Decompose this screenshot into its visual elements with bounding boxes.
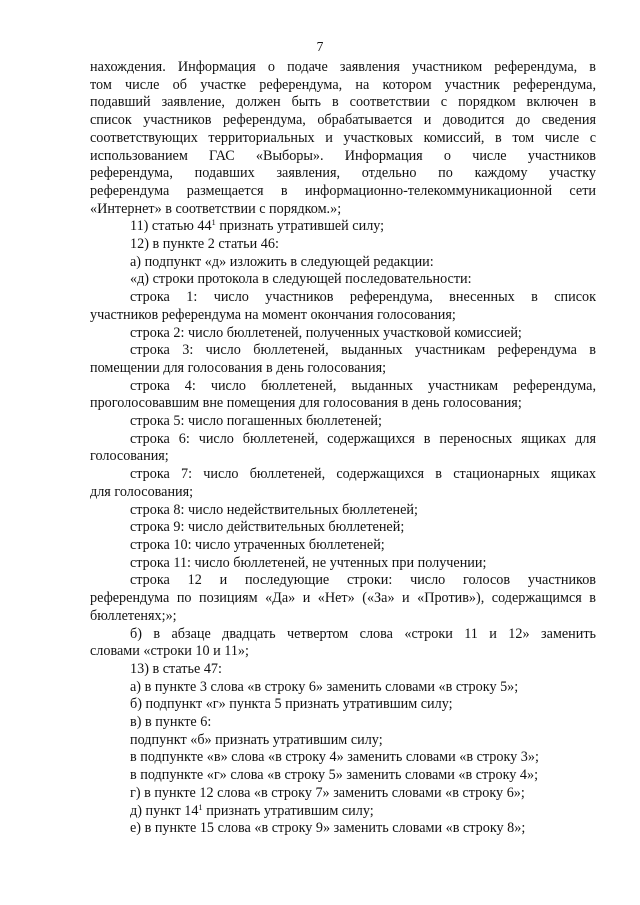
text-line (90, 537, 596, 555)
text-line (90, 130, 596, 148)
text-line (90, 413, 596, 431)
line-text: референдума по позициям «Да» и «Нет» («За» и «Против»), содержащимся в (90, 590, 596, 607)
text-line (90, 183, 596, 201)
text-line (90, 236, 596, 254)
text-line (90, 555, 596, 573)
line-text: 13) в статье 47: (130, 660, 222, 677)
text-line (90, 679, 596, 697)
line-text: нахождения. Информация о подаче заявления участником референдума, в (90, 59, 596, 75)
text-line (90, 767, 596, 785)
line-text: строка 7: число бюллетеней, содержащихся в стационарных ящиках (130, 466, 596, 483)
text-line (90, 431, 596, 449)
text-line (90, 714, 596, 732)
text-line (90, 466, 596, 484)
line-text: помещении для голосования в день голосования; (90, 359, 387, 376)
text-line (90, 378, 596, 396)
line-text: соответствующих территориальных и участковых комиссий, в том числе с (90, 129, 596, 146)
line-text: строка 4: число бюллетеней, выданных участникам референдума, (130, 377, 596, 394)
text-line (90, 395, 596, 413)
line-text: б) в абзаце двадцать четвертом слова «строки 11 и 12» заменить (130, 625, 596, 642)
text-line (90, 342, 596, 360)
line-text: для голосования; (90, 483, 194, 500)
line-text: строка 3: число бюллетеней, выданных участникам референдума в (130, 342, 596, 359)
document-body (90, 59, 596, 838)
line-text: проголосовавшим вне помещения для голосования в день голосования; (90, 395, 522, 412)
text-line (90, 289, 596, 307)
text-line (90, 484, 596, 502)
text-line (90, 696, 596, 714)
text-line (90, 626, 596, 644)
line-text: «Интернет» в соответствии с порядком.»; (90, 200, 342, 217)
text-line (90, 749, 596, 767)
line-text-tail: признать утратившей силу; (215, 218, 385, 235)
line-text: строка 5: число погашенных бюллетеней; (130, 413, 382, 430)
line-text: том числе об участке референдума, на котором участник референдума, (90, 76, 596, 93)
line-text: референдума размещается в информационно-телекоммуникационной сети (90, 182, 596, 199)
text-line (90, 148, 596, 166)
text-line (90, 201, 596, 219)
text-line (90, 94, 596, 112)
line-text: 11) статью 44 (130, 218, 212, 235)
text-line (90, 112, 596, 130)
line-text: подпункт «б» признать утратившим силу; (130, 731, 383, 748)
superscript: 1 (211, 217, 216, 228)
line-text: а) подпункт «д» изложить в следующей редакции: (130, 253, 434, 270)
line-text: б) подпункт «г» пункта 5 признать утратившим силу; (130, 696, 453, 713)
text-line (90, 271, 596, 289)
line-text: бюллетенях;»; (90, 607, 177, 624)
line-text: список участников референдума, обрабатывается и доводится до сведения (90, 112, 596, 129)
text-line (90, 307, 596, 325)
text-line (90, 785, 596, 803)
line-text: подавший заявление, должен быть в соответствии с порядком включен в (90, 94, 596, 111)
text-line (90, 448, 596, 466)
line-text: г) в пункте 12 слова «в строку 7» заменить словами «в строку 6»; (130, 784, 525, 801)
text-line (90, 218, 596, 236)
page-number: 7 (316, 39, 324, 54)
line-text-tail: признать утратившим силу; (202, 802, 374, 819)
text-line (90, 502, 596, 520)
line-text: а) в пункте 3 слова «в строку 6» заменить словами «в строку 5»; (130, 678, 519, 695)
text-line (90, 360, 596, 378)
text-line (90, 608, 596, 626)
line-text: словами «строки 10 и 11»; (90, 643, 249, 660)
line-text: в подпункте «в» слова «в строку 4» заменить словами «в строку 3»; (130, 749, 539, 766)
text-line (90, 77, 596, 95)
superscript: 1 (198, 801, 203, 812)
line-text: строка 10: число утраченных бюллетеней; (130, 536, 385, 553)
line-text: в) в пункте 6: (130, 714, 212, 731)
line-text: «д) строки протокола в следующей последовательности: (130, 271, 472, 288)
line-text: строка 1: число участников референдума, внесенных в список (130, 289, 596, 306)
line-text: е) в пункте 15 слова «в строку 9» заменить словами «в строку 8»; (130, 820, 526, 837)
line-text: строка 2: число бюллетеней, полученных участковой комиссией; (130, 324, 522, 341)
text-line (90, 519, 596, 537)
text-line (90, 572, 596, 590)
text-line (90, 803, 596, 821)
line-text: строка 6: число бюллетеней, содержащихся в переносных ящиках для (130, 430, 596, 447)
line-text: строка 11: число бюллетеней, не учтенных при получении; (130, 554, 487, 571)
line-text: строка 12 и последующие строки: число голосов участников (130, 572, 596, 589)
line-text: использованием ГАС «Выборы». Информация о числе участников (90, 147, 596, 164)
text-line (90, 661, 596, 679)
line-text: референдума, подавших заявления, отдельно по каждому участку (90, 165, 596, 182)
line-text: 12) в пункте 2 статьи 46: (130, 236, 279, 253)
line-text: голосования; (90, 448, 169, 465)
text-line (90, 165, 596, 183)
text-line (90, 643, 596, 661)
line-text: участников референдума на момент окончания голосования; (90, 306, 456, 323)
text-line (90, 820, 596, 838)
text-line (90, 590, 596, 608)
text-line (90, 59, 596, 77)
line-text: строка 9: число действительных бюллетеней; (130, 519, 405, 536)
text-line (90, 732, 596, 750)
line-text: д) пункт 14 (130, 802, 199, 819)
line-text: строка 8: число недействительных бюллетеней; (130, 501, 418, 518)
text-line (90, 254, 596, 272)
line-text: в подпункте «г» слова «в строку 5» заменить словами «в строку 4»; (130, 767, 539, 784)
text-line (90, 325, 596, 343)
